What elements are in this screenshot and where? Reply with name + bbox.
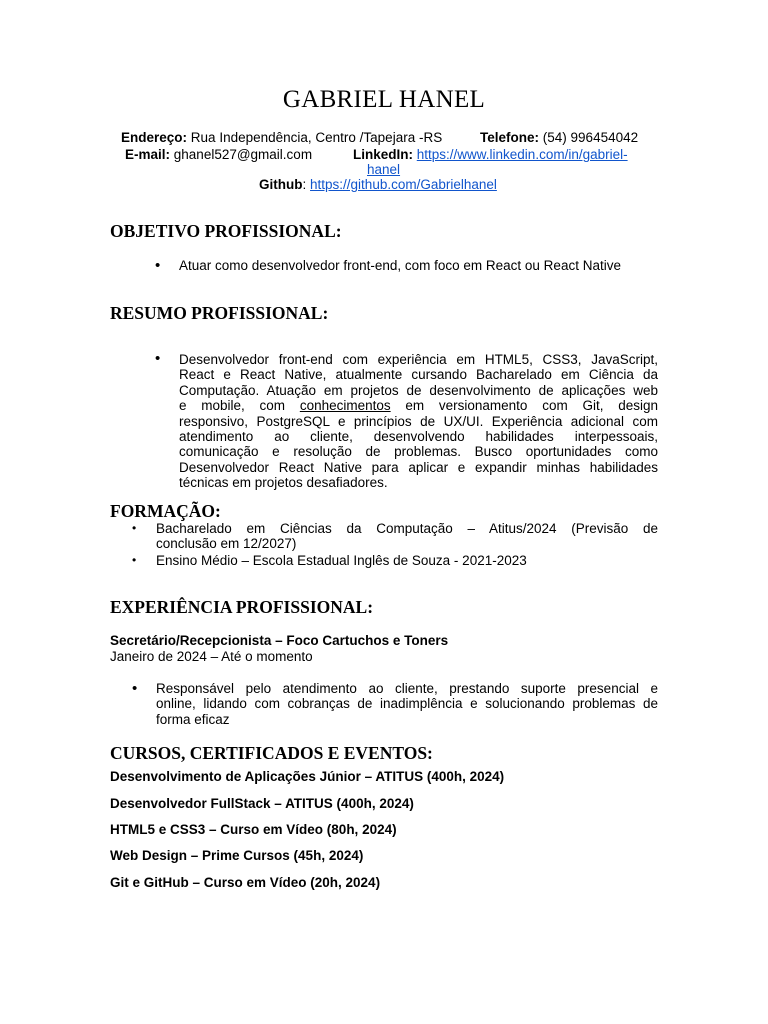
resumo-line: técnicas em projetos desafiadores. — [179, 475, 388, 491]
curso-item: Desenvolvedor FullStack – ATITUS (400h, 2024) — [110, 796, 414, 811]
candidate-name: GABRIEL HANEL — [282, 86, 486, 113]
phone-label: Telefone: — [480, 130, 540, 145]
bullet-icon: • — [155, 350, 161, 367]
resumo-line: comunicação e resolução de problemas. Busco oportunidades como — [179, 444, 658, 460]
section-title-experiencia: EXPERIÊNCIA PROFISSIONAL: — [110, 597, 374, 617]
contact-linkedin — [353, 147, 628, 163]
linkedin-link-continuation — [367, 162, 400, 178]
experiencia-line: Responsável pelo atendimento ao cliente, prestando suporte presencial e — [156, 681, 658, 696]
curso-item: HTML5 e CSS3 – Curso em Vídeo (80h, 2024) — [110, 822, 397, 837]
resumo-line: responsivo, PostgreSQL e princípios de UX/UI. Experiência adicional com — [179, 413, 658, 429]
email-value: ghanel527@gmail.com — [173, 147, 313, 162]
bullet-icon: • — [132, 680, 138, 697]
formacao-item-2: Ensino Médio – Escola Estadual Inglês de Souza - 2021-2023 — [156, 553, 527, 568]
contact-address-line — [121, 130, 442, 146]
address-label: Endereço: — [121, 130, 188, 145]
github-separator: : — [302, 177, 307, 192]
section-title-formacao: FORMAÇÃO: — [110, 501, 221, 521]
bullet-icon: • — [132, 521, 137, 535]
resumo-line: atendimento ao cliente, desenvolvendo habilidades interpessoais, — [179, 428, 658, 444]
objetivo-item: Atuar como desenvolvedor front-end, com foco em React ou React Native — [179, 258, 621, 273]
curso-item: Desenvolvimento de Aplicações Júnior – ATITUS (400h, 2024) — [110, 769, 505, 784]
curso-item: Git e GitHub – Curso em Vídeo (20h, 2024) — [110, 875, 381, 890]
section-title-objetivo: OBJETIVO PROFISSIONAL: — [110, 221, 342, 241]
formacao-item-1 — [156, 521, 658, 552]
resumo-text: em versionamento com Git, design — [405, 398, 658, 414]
experiencia-line: online, lidando com cobranças de inadimplência e solucionando problemas de — [156, 696, 658, 712]
experiencia-period: Janeiro de 2024 – Até o momento — [110, 649, 313, 664]
bullet-icon: • — [155, 257, 161, 274]
phone-value: (54) 996454042 — [542, 130, 639, 145]
linkedin-link-line2[interactable]: hanel — [367, 162, 401, 177]
resumo-paragraph — [179, 352, 658, 491]
bullet-icon: • — [132, 553, 137, 567]
experiencia-line: forma eficaz — [156, 711, 230, 727]
resumo-line: React e React Native, atualmente cursando Bacharelado em Ciência da — [179, 367, 658, 383]
linkedin-label: LinkedIn: — [353, 147, 413, 162]
resumo-underlined-word: conhecimentos — [299, 398, 391, 414]
formacao-item-1-line2: conclusão em 12/2027) — [156, 536, 297, 552]
contact-email — [125, 147, 312, 163]
experiencia-role: Secretário/Recepcionista – Foco Cartuchos e Toners — [110, 633, 449, 648]
experiencia-description — [156, 681, 658, 727]
section-title-cursos: CURSOS, CERTIFICADOS E EVENTOS: — [110, 743, 433, 763]
resumo-line: Desenvolvedor React Native para aplicar e expandir minhas habilidades — [179, 459, 658, 475]
resumo-line: Desenvolvedor front-end com experiência em HTML5, CSS3, JavaScript, — [179, 352, 658, 367]
email-label: E-mail: — [125, 147, 171, 162]
contact-phone — [480, 130, 638, 146]
formacao-item-1-line1: Bacharelado em Ciências da Computação – Atitus/2024 (Previsão de — [156, 521, 658, 536]
resumo-text: e mobile, com — [179, 398, 286, 414]
curso-item: Web Design – Prime Cursos (45h, 2024) — [110, 848, 364, 863]
resumo-line-mixed — [179, 398, 658, 413]
github-label: Github — [259, 177, 303, 192]
address-value: Rua Independência, Centro /Tapejara -RS — [190, 130, 443, 145]
github-link[interactable]: https://github.com/Gabrielhanel — [310, 177, 497, 192]
linkedin-link[interactable]: https://www.linkedin.com/in/gabriel- — [416, 147, 628, 162]
contact-github — [259, 177, 497, 193]
resumo-line: Computação. Atuação em projetos de desenvolvimento de aplicações web — [179, 382, 658, 398]
section-title-resumo: RESUMO PROFISSIONAL: — [110, 303, 329, 323]
